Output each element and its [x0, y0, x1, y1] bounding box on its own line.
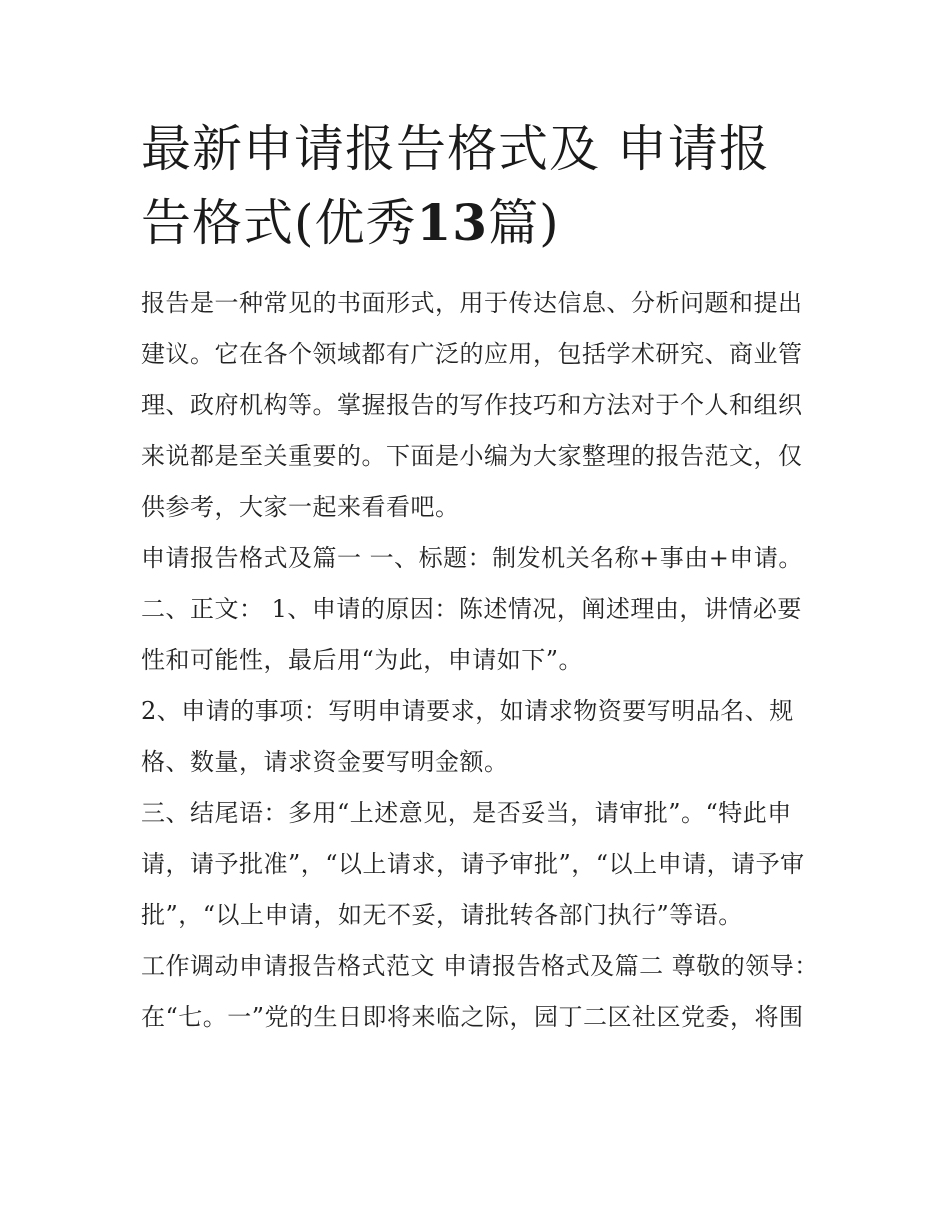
document-title: 最新申请报告格式及 申请报告格式(优秀13篇) — [141, 120, 770, 252]
paragraph-body-items: 2、申请的事项：写明申请要求，如请求物资要写明品名、规格、数量，请求资金要写明金额。 — [141, 697, 794, 776]
paragraph-body-reason: 二、正文： 1、申请的原因：陈述情况，阐述理由，讲情必要性和可能性，最后用“为此，申请如下”。 — [141, 595, 802, 674]
intro-paragraph: 报告是一种常见的书面形式，用于传达信息、分析问题和提出建议。它在各个领域都有广泛的应用，包括学术研究、商业管理、政府机构等。掌握报告的写作技巧和方法对于个人和组织来说都是至关重要的。下面是小编为大家整理的报告范文，仅供参考，大家一起来看看吧。 — [141, 289, 803, 521]
paragraph-heading-part-one: 申请报告格式及篇一 一、标题：制发机关名称+事由+申请。 — [141, 544, 803, 572]
paragraph-closing: 三、结尾语：多用“上述意见，是否妥当，请审批”。“特此申请，请予批准”，“以上请求，请予审批”，“以上申请，请予审批”，“以上申请，如无不妥，请批转各部门执行”等语。 — [141, 799, 805, 929]
paragraph-part-two-body: 在“七。一”党的生日即将来临之际，园丁二区社区党委，将围 — [141, 1003, 804, 1031]
paragraph-part-two-heading: 工作调动申请报告格式范文 申请报告格式及篇二 尊敬的领导： — [141, 952, 819, 980]
